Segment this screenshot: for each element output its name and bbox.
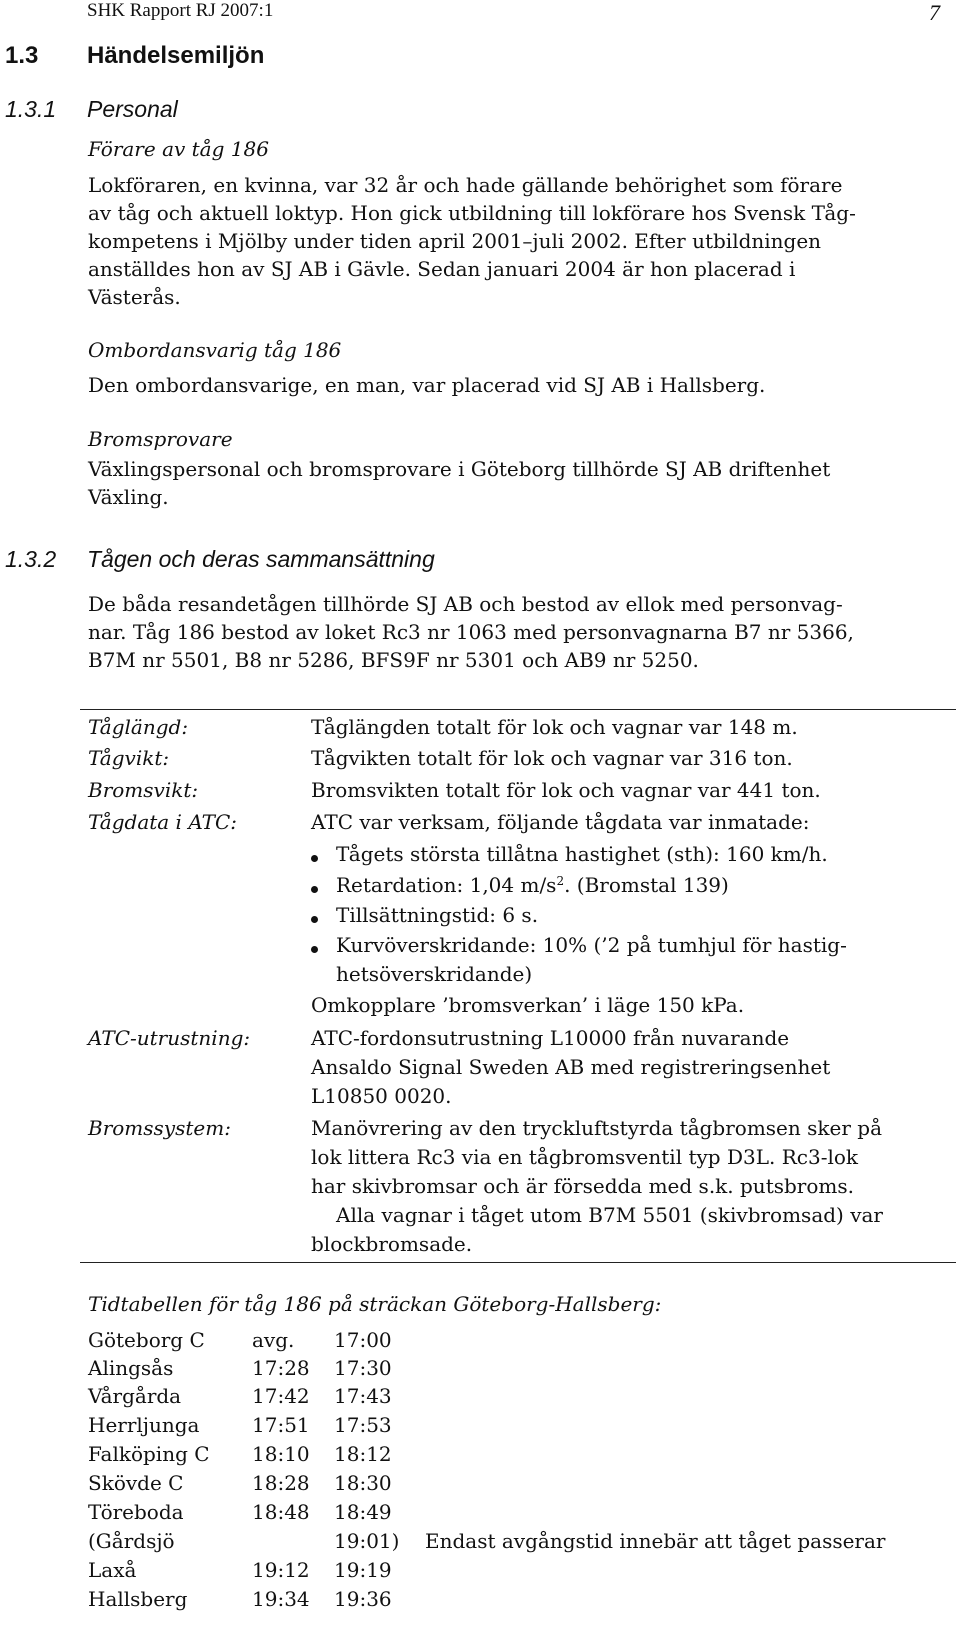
bullet-icon (311, 916, 318, 923)
text-line: De båda resandetågen tillhörde SJ AB och bestod av ellok med personvag- (88, 592, 843, 616)
text-line: Västerås. (88, 285, 181, 309)
arrival-time: 19:12 (252, 1558, 310, 1582)
arrival-time: 17:42 (252, 1384, 310, 1408)
page-number: 7 (929, 0, 940, 25)
station-name: Göteborg C (88, 1328, 205, 1352)
atc-equipment-line: Ansaldo Signal Sweden AB med registreringsenhet (311, 1055, 831, 1079)
atc-equipment-line: L10850 0020. (311, 1084, 452, 1108)
train-weight-label: Tågvikt: (88, 746, 170, 770)
brake-tester-paragraph (88, 455, 928, 511)
bullet-icon (311, 946, 318, 953)
station-name: Laxå (88, 1558, 137, 1582)
station-name: Alingsås (88, 1356, 174, 1380)
arrival-time: 17:51 (252, 1413, 310, 1437)
text-line: anställdes hon av SJ AB i Gävle. Sedan januari 2004 är hon placerad i (88, 257, 796, 281)
atc-bullet-curve-line2: hetsöverskridande) (336, 962, 533, 986)
trains-paragraph (88, 590, 928, 674)
train-weight-value: Tågvikten totalt för lok och vagnar var 316 ton. (311, 746, 793, 770)
brake-tester-heading: Bromsprovare (88, 427, 233, 451)
departure-time: 17:00 (334, 1328, 392, 1352)
text-line: Lokföraren, en kvinna, var 32 år och hade gällande behörighet som förare (88, 173, 843, 197)
train-length-value: Tåglängden totalt för lok och vagnar var 148 m. (311, 715, 798, 739)
departure-time: 17:43 (334, 1384, 392, 1408)
bullet-icon (311, 886, 318, 893)
brake-system-line: Alla vagnar i tåget utom B7M 5501 (skivbromsad) var (336, 1203, 883, 1227)
arrival-time: 19:34 (252, 1587, 310, 1611)
arrival-time: 18:48 (252, 1500, 310, 1524)
brake-system-line: blockbromsade. (311, 1232, 473, 1256)
brake-weight-value: Bromsvikten totalt för lok och vagnar var 441 ton. (311, 778, 821, 802)
text-line: B7M nr 5501, B8 nr 5286, BFS9F nr 5301 och AB9 nr 5250. (88, 648, 699, 672)
section-title: Händelsemiljön (87, 42, 265, 69)
text-line: nar. Tåg 186 bestod av loket Rc3 nr 1063 med personvagnarna B7 nr 5366, (88, 620, 854, 644)
atc-data-label: Tågdata i ATC: (88, 810, 238, 834)
brake-system-label: Bromssystem: (88, 1116, 231, 1140)
bullet-icon (311, 855, 318, 862)
text-line: Den ombordansvarige, en man, var placerad vid SJ AB i Hallsberg. (88, 373, 766, 397)
brake-weight-label: Bromsvikt: (88, 778, 199, 802)
departure-time: 17:53 (334, 1413, 392, 1437)
station-name: Vårgårda (88, 1384, 182, 1408)
report-header: SHK Rapport RJ 2007:1 (87, 0, 274, 21)
subsection-number: 1.3.1 (5, 96, 57, 122)
onboard-heading: Ombordansvarig tåg 186 (88, 338, 342, 362)
table-bottom-rule (80, 1262, 956, 1263)
station-name: Hallsberg (88, 1587, 188, 1611)
timetable-title: Tidtabellen för tåg 186 på sträckan Göteborg-Hallsberg: (88, 1292, 662, 1316)
departure-time: 19:01) (334, 1529, 400, 1553)
station-name: (Gårdsjö (88, 1529, 175, 1553)
subsection-heading-trains (0, 546, 960, 576)
arrival-time: 17:28 (252, 1356, 310, 1380)
arrival-time: 18:10 (252, 1442, 310, 1466)
atc-bullet-retardation (336, 873, 729, 897)
subsection-title: Tågen och deras sammansättning (87, 546, 435, 572)
onboard-paragraph (88, 371, 928, 399)
atc-bullet-apply-time: Tillsättningstid: 6 s. (336, 903, 539, 927)
retardation-exponent: 2 (556, 874, 565, 888)
text-line: Växlingspersonal och bromsprovare i Göteborg tillhörde SJ AB driftenhet (88, 457, 831, 481)
subsection-number: 1.3.2 (5, 546, 57, 572)
atc-equipment-line: ATC-fordonsutrustning L10000 från nuvarande (311, 1026, 790, 1050)
atc-bullet-speed: Tågets största tillåtna hastighet (sth): 160 km/h. (336, 842, 828, 866)
station-name: Falköping C (88, 1442, 210, 1466)
subsection-heading-personal (0, 96, 960, 126)
brake-system-line: Manövrering av den tryckluftstyrda tågbromsen sker på (311, 1116, 882, 1140)
departure-time: 19:36 (334, 1587, 392, 1611)
station-name: Skövde C (88, 1471, 184, 1495)
atc-equipment-label: ATC-utrustning: (88, 1026, 251, 1050)
brake-system-line: har skivbromsar och är försedda med s.k. putsbroms. (311, 1174, 854, 1198)
departure-time: 17:30 (334, 1356, 392, 1380)
text-line: av tåg och aktuell loktyp. Hon gick utbildning till lokförare hos Svensk Tåg- (88, 201, 856, 225)
atc-data-value: ATC var verksam, följande tågdata var inmatade: (311, 810, 810, 834)
atc-switch-value: Omkopplare ’bromsverkan’ i läge 150 kPa. (311, 993, 745, 1017)
departure-time: 19:19 (334, 1558, 392, 1582)
departure-time: 18:30 (334, 1471, 392, 1495)
arrival-time: 18:28 (252, 1471, 310, 1495)
retardation-suffix: . (Bromstal 139) (564, 873, 729, 897)
departure-time: 18:49 (334, 1500, 392, 1524)
subsection-title: Personal (87, 96, 178, 122)
section-number: 1.3 (5, 42, 39, 69)
driver-heading: Förare av tåg 186 (88, 137, 269, 161)
train-length-label: Tåglängd: (88, 715, 189, 739)
station-name: Herrljunga (88, 1413, 200, 1437)
text-line: Växling. (88, 485, 169, 509)
arrival-time: avg. (252, 1328, 295, 1352)
timetable-note: Endast avgångstid innebär att tåget passerar (425, 1529, 886, 1553)
text-line: kompetens i Mjölby under tiden april 2001–juli 2002. Efter utbildningen (88, 229, 822, 253)
driver-paragraph (88, 171, 928, 311)
table-top-rule (80, 709, 956, 710)
departure-time: 18:12 (334, 1442, 392, 1466)
brake-system-line: lok littera Rc3 via en tågbromsventil typ D3L. Rc3-lok (311, 1145, 859, 1169)
atc-bullet-curve-line1: Kurvöverskridande: 10% (’2 på tumhjul för hastig- (336, 933, 847, 957)
station-name: Töreboda (88, 1500, 184, 1524)
retardation-text: Retardation: 1,04 m/s (336, 873, 557, 897)
section-heading (0, 42, 960, 72)
